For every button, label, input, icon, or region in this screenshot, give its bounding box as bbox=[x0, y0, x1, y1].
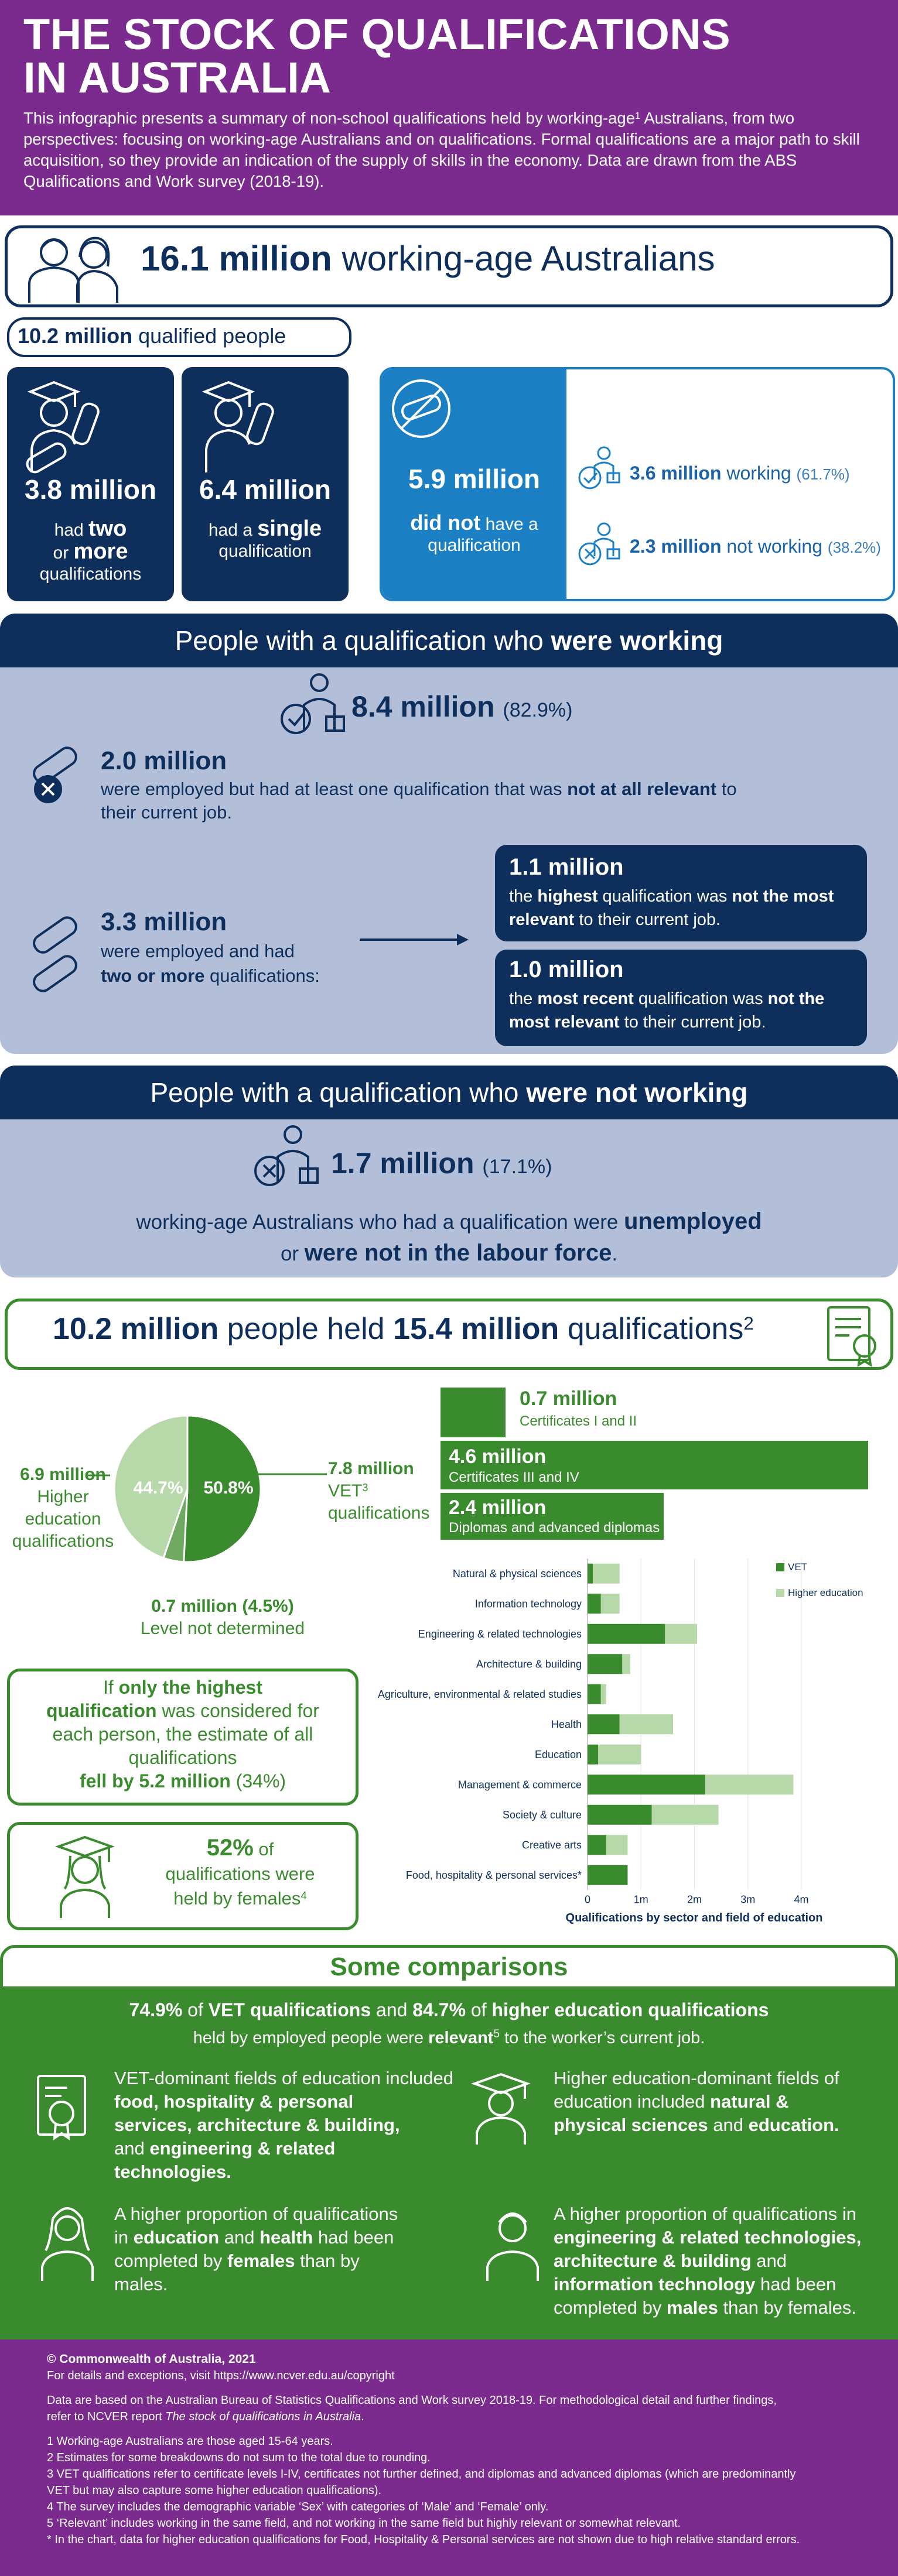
working-section-heading bbox=[0, 614, 898, 667]
c3-a: A higher proportion of qualifications bbox=[114, 2204, 398, 2224]
pie-left-label bbox=[12, 1464, 114, 1553]
no-qual-label bbox=[382, 512, 566, 556]
hb-b: only the highest bbox=[118, 1677, 262, 1698]
ct-j: to the worker’s current job. bbox=[500, 2029, 705, 2047]
vet-level-1-value: 0.7 million bbox=[520, 1388, 617, 1410]
pie-left-value: 6.9 million bbox=[20, 1465, 106, 1484]
not-working-pct: (38.2%) bbox=[827, 539, 881, 556]
vet-level-2-value: 4.6 million bbox=[449, 1445, 547, 1468]
c4-d: and bbox=[751, 2250, 787, 2271]
chart-category-labels bbox=[378, 1568, 582, 1881]
footnote-3 bbox=[47, 2466, 851, 2499]
pie-bottom-text: Level not determined bbox=[140, 1619, 305, 1638]
fn3-a: 3 VET qualifications refer to certificate levels I-IV, certificates not further defined, and diplomas and advanced diplomas (which are predominantly bbox=[47, 2468, 796, 2481]
fd-d: . bbox=[361, 2410, 364, 2423]
qualified-people-text bbox=[18, 324, 286, 348]
chart-bar-higher-education bbox=[606, 1835, 628, 1855]
chart-bar-vet bbox=[588, 1564, 593, 1584]
he-graduate-icon bbox=[469, 2070, 533, 2146]
pie-right-sup: 3 bbox=[362, 1482, 368, 1493]
footer-data bbox=[47, 2392, 851, 2425]
vet-level-1-label: Certificates I and II bbox=[520, 1413, 637, 1429]
b1-b: to bbox=[716, 779, 737, 799]
chart-bar-vet bbox=[588, 1835, 606, 1855]
chart-category-label: Health bbox=[551, 1718, 582, 1731]
working-value: 3.6 million bbox=[630, 463, 722, 484]
not-working-text bbox=[0, 1206, 898, 1269]
not-working-value: 2.3 million bbox=[630, 536, 722, 557]
not-working-total bbox=[331, 1146, 552, 1180]
box2-f: to their current job. bbox=[619, 1013, 766, 1032]
no-diploma-icon bbox=[389, 376, 453, 441]
nw-d: were not in the labour force bbox=[304, 1240, 612, 1266]
recent-not-relevant-box bbox=[495, 950, 867, 1046]
card-single-bold1: single bbox=[257, 516, 322, 541]
comparison-male bbox=[554, 2202, 893, 2320]
b1-a: were employed but had at least one qualification that was bbox=[101, 779, 568, 799]
no-qual-value: 5.9 million bbox=[408, 464, 540, 494]
b1-value: 2.0 million bbox=[101, 746, 227, 775]
people-icon bbox=[23, 231, 123, 304]
hb-g: fell by 5.2 million bbox=[79, 1770, 231, 1791]
chart-bar-higher-education bbox=[652, 1805, 719, 1825]
chart-bar-vet bbox=[588, 1805, 652, 1825]
chart-bar-higher-education bbox=[601, 1594, 620, 1614]
chart-category-label: Creative arts bbox=[521, 1839, 582, 1851]
pie-left-l2: education bbox=[25, 1509, 101, 1529]
nw-total-pct: (17.1%) bbox=[482, 1156, 552, 1178]
card-two-bold1: two bbox=[88, 516, 127, 541]
chart-bar-vet bbox=[588, 1624, 665, 1644]
chart-category-label: Management & commerce bbox=[457, 1779, 582, 1791]
working-label: working bbox=[721, 463, 797, 484]
intro-text bbox=[23, 108, 875, 192]
footnote-1: 1 Working-age Australians are those aged 15-64 years. bbox=[47, 2435, 333, 2448]
nw-b: unemployed bbox=[624, 1208, 762, 1234]
working-total bbox=[351, 690, 572, 724]
c4-a: A higher proportion of qualifications in bbox=[554, 2204, 856, 2224]
c2-f: education. bbox=[748, 2115, 839, 2135]
c2-a: Higher education-dominant fields of bbox=[554, 2068, 839, 2088]
chart-bar-higher-education bbox=[601, 1684, 606, 1704]
card-two-value: 3.8 million bbox=[25, 474, 156, 505]
b1-c: their current job. bbox=[101, 802, 232, 823]
c2-d: physical sciences bbox=[554, 2115, 708, 2135]
b2-text bbox=[101, 939, 320, 988]
female-text bbox=[146, 1835, 334, 1911]
pie-bottom-value: 0.7 million (4.5%) bbox=[151, 1597, 294, 1616]
footnote-5: 5 ‘Relevant’ includes working in the same field, and not working in the same field but highly relevant or somewhat relevant. bbox=[47, 2517, 681, 2530]
title-line-2: IN AUSTRALIA bbox=[23, 53, 332, 102]
b1-text bbox=[101, 777, 862, 824]
pie-left-l3: qualifications bbox=[12, 1532, 114, 1551]
graduate-diploma-icon bbox=[19, 374, 107, 474]
work-head-b: were working bbox=[551, 625, 723, 656]
highest-only-text bbox=[7, 1676, 358, 1793]
b2-bold: two or more bbox=[101, 965, 205, 986]
worker-check-icon bbox=[278, 672, 349, 737]
nw-head-a: People with a qualification who bbox=[150, 1077, 527, 1108]
c3-h: females bbox=[227, 2250, 295, 2271]
not-working-icon bbox=[577, 521, 624, 568]
certificate-icon bbox=[820, 1303, 885, 1367]
c2-b: education included bbox=[554, 2091, 711, 2112]
box2-e: most relevant bbox=[509, 1013, 620, 1032]
hb-a: If bbox=[103, 1677, 119, 1698]
chart-category-label: Natural & physical sciences bbox=[452, 1567, 582, 1580]
chart-bar-higher-education bbox=[705, 1775, 794, 1794]
no-qual-rest: have a bbox=[480, 515, 538, 534]
chart-bar-higher-education bbox=[620, 1714, 673, 1734]
box1-value: 1.1 million bbox=[509, 854, 624, 880]
work-head-a: People with a qualification who bbox=[175, 625, 551, 656]
nw-c: or bbox=[280, 1242, 305, 1265]
c3-c: education bbox=[133, 2227, 220, 2248]
c2-c: natural & bbox=[710, 2091, 789, 2112]
footer bbox=[0, 2339, 898, 2576]
chart-category-label: Information technology bbox=[474, 1598, 582, 1610]
c4-h: males bbox=[667, 2297, 718, 2318]
chart-bar-higher-education bbox=[593, 1564, 620, 1584]
comparisons-heading: Some comparisons bbox=[0, 1945, 898, 1989]
c4-f: had been bbox=[755, 2274, 836, 2294]
chart-category-label: Food, hospitality & personal services* bbox=[405, 1869, 582, 1881]
female-icon bbox=[35, 2201, 100, 2283]
qualification-pie-chart bbox=[105, 1379, 269, 1598]
vet-level-2-label: Certificates III and IV bbox=[449, 1469, 579, 1485]
box2-d: not the bbox=[767, 989, 825, 1008]
not-working-row bbox=[630, 536, 881, 557]
footer-copyright: © Commonwealth of Australia, 2021 bbox=[47, 2352, 256, 2366]
footer-details: For details and exceptions, visit https://www.ncver.edu.au/copyright bbox=[47, 2369, 395, 2382]
chart-bar-vet bbox=[588, 1684, 601, 1704]
c3-f: had been bbox=[313, 2227, 394, 2248]
pie-right-leader bbox=[258, 1468, 328, 1480]
chart-tick-label: 3m bbox=[740, 1893, 756, 1906]
no-qual-l2: qualification bbox=[428, 536, 521, 555]
highest-not-relevant-box bbox=[495, 845, 867, 941]
female-pct: 52% bbox=[206, 1835, 254, 1861]
c2-e: and bbox=[708, 2115, 749, 2135]
chart-category-label: Agriculture, environmental & related studies bbox=[377, 1688, 582, 1700]
hb-h: (34%) bbox=[230, 1770, 286, 1791]
pie-right-l2: qualifications bbox=[328, 1503, 430, 1523]
card-single-value: 6.4 million bbox=[199, 474, 331, 505]
vet-level-bars bbox=[441, 1388, 868, 1540]
title-line-1: THE STOCK OF QUALIFICATIONS bbox=[23, 10, 731, 59]
hb-f: qualifications bbox=[128, 1747, 237, 1768]
vet-level-3-label: Diplomas and advanced diplomas bbox=[449, 1520, 660, 1536]
chart-category-label: Architecture & building bbox=[476, 1658, 582, 1670]
q-c: 15.4 million bbox=[393, 1312, 559, 1346]
legend-label: VET bbox=[788, 1561, 808, 1573]
box1-e: relevant bbox=[509, 910, 575, 929]
box2-b: most recent bbox=[537, 989, 634, 1008]
pie-bottom-label bbox=[105, 1595, 340, 1640]
box1-text bbox=[509, 885, 861, 931]
chart-bar-vet bbox=[588, 1745, 598, 1765]
c1-a: VET-dominant fields of education included bbox=[114, 2068, 454, 2088]
footnote-2: 2 Estimates for some breakdowns do not sum to the total due to rounding. bbox=[47, 2451, 431, 2464]
chart-bar-higher-education bbox=[665, 1624, 697, 1644]
no-qualification-panel bbox=[382, 369, 566, 599]
chart-tick-label: 0 bbox=[584, 1893, 591, 1906]
irrelevant-diploma-icon bbox=[23, 744, 88, 808]
arrow-right-icon bbox=[357, 931, 474, 948]
c1-f: technologies. bbox=[114, 2161, 231, 2182]
box1-b: highest bbox=[537, 887, 598, 906]
c1-b: food, hospitality & personal bbox=[114, 2091, 354, 2112]
working-total-value: 8.4 million bbox=[351, 690, 495, 723]
ct-c: VET qualifications bbox=[208, 1999, 371, 2020]
intro-a: This infographic presents a summary of non-school qualifications held by working-age bbox=[23, 109, 636, 127]
c3-d: and bbox=[219, 2227, 260, 2248]
graduate-scroll-icon bbox=[193, 374, 281, 474]
pie-right-value: 7.8 million bbox=[328, 1459, 414, 1478]
chart-x-axis-label: Qualifications by sector and field of education bbox=[565, 1912, 823, 1924]
intro-sup: 1 bbox=[635, 110, 641, 121]
ct-h: held by employed people were bbox=[193, 2029, 429, 2047]
worker-x-icon bbox=[252, 1124, 322, 1188]
c4-b: engineering & related technologies, bbox=[554, 2227, 862, 2248]
two-diplomas-icon bbox=[23, 913, 88, 1001]
c1-d: and bbox=[114, 2138, 150, 2159]
female-b: qualifications were bbox=[165, 1864, 315, 1884]
chart-tick-labels bbox=[585, 1894, 809, 1906]
c4-g: completed by bbox=[554, 2297, 667, 2318]
vet-certificate-icon bbox=[32, 2073, 97, 2143]
b2-b: qualifications: bbox=[204, 965, 320, 986]
not-working-section-heading bbox=[0, 1066, 898, 1119]
chart-bar-vet bbox=[588, 1775, 705, 1794]
c4-c: architecture & building bbox=[554, 2250, 752, 2271]
box2-c: qualification was bbox=[633, 989, 768, 1008]
working-pct: (61.7%) bbox=[796, 465, 850, 483]
c3-g: completed by bbox=[114, 2250, 227, 2271]
page-title bbox=[23, 10, 875, 102]
chart-bar-vet bbox=[588, 1865, 627, 1885]
chart-bar-vet bbox=[588, 1654, 622, 1674]
qualified-value: 10.2 million bbox=[18, 324, 133, 348]
c3-j: males. bbox=[114, 2274, 168, 2294]
c1-c: services, architecture & building, bbox=[114, 2115, 400, 2135]
qualifications-text bbox=[53, 1311, 754, 1347]
legend-swatch bbox=[776, 1589, 784, 1597]
vet-bar-cert-1-2 bbox=[441, 1388, 506, 1437]
c4-e: information technology bbox=[554, 2274, 756, 2294]
b2-value: 3.3 million bbox=[101, 907, 227, 936]
card-two-l3: qualifications bbox=[39, 564, 142, 584]
chart-bars bbox=[588, 1564, 793, 1885]
pie-right-pct: 50.8% bbox=[203, 1478, 254, 1498]
vet-level-3-value: 2.4 million bbox=[449, 1496, 547, 1519]
q-sup: 2 bbox=[743, 1313, 754, 1334]
box2-a: the bbox=[509, 989, 538, 1008]
fn3-b: VET but may also capture some higher education qualifications). bbox=[47, 2484, 382, 2497]
box1-f: to their current job. bbox=[574, 910, 721, 929]
comparison-female bbox=[114, 2202, 442, 2296]
chart-category-label: Education bbox=[534, 1748, 582, 1760]
card-two-l1: had bbox=[54, 520, 88, 540]
footnote-4: 4 The survey includes the demographic variable ‘Sex’ with categories of ‘Male’ and ‘Female’ only. bbox=[47, 2500, 549, 2513]
card-single-l2: qualification bbox=[218, 542, 312, 561]
female-graduate-icon bbox=[53, 1832, 117, 1920]
intro-b: Australians, from two perspectives: focusing on working-age Australians and on qualifications. Formal qualifications are a major path to skill acquisition, so they provide an indication of the supply of skills in the economy. Data are drawn from the ABS Qualifications and Work survey (2018-19). bbox=[23, 109, 860, 190]
legend-label: Higher education bbox=[788, 1587, 863, 1598]
q-d: qualifications bbox=[559, 1312, 744, 1346]
nw-total-value: 1.7 million bbox=[331, 1147, 474, 1180]
chart-category-label: Engineering & related technologies bbox=[418, 1628, 582, 1640]
working-check-icon bbox=[577, 445, 624, 492]
no-qual-bold: did not bbox=[410, 511, 481, 535]
female-c: held by females bbox=[173, 1888, 301, 1909]
nw-a: working-age Australians who had a qualification were bbox=[136, 1211, 624, 1234]
c3-i: than by bbox=[295, 2250, 360, 2271]
chart-bar-higher-education bbox=[598, 1745, 641, 1765]
working-row bbox=[630, 463, 850, 484]
card-two-l2a: or bbox=[53, 543, 74, 563]
c1-e: engineering & related bbox=[149, 2138, 336, 2159]
pie-left-pct: 44.7% bbox=[133, 1478, 183, 1498]
c4-i: than by females. bbox=[718, 2297, 856, 2318]
chart-tick-label: 2m bbox=[687, 1893, 702, 1906]
fd-c: The stock of qualifications in Australia bbox=[165, 2410, 361, 2423]
working-total-pct: (82.9%) bbox=[503, 699, 573, 721]
card-single-label bbox=[182, 518, 349, 562]
card-single bbox=[182, 367, 349, 601]
c3-b: in bbox=[114, 2227, 134, 2248]
box1-a: the bbox=[509, 887, 538, 906]
footnote-6: * In the chart, data for higher education qualifications for Food, Hospitality & Personal services are not shown due to high relative standard errors. bbox=[47, 2533, 800, 2546]
b1-bold: not at all relevant bbox=[567, 779, 717, 799]
working-age-value: 16.1 million bbox=[141, 239, 332, 278]
pie-right-label bbox=[328, 1458, 428, 1525]
qualified-label: qualified people bbox=[132, 324, 286, 348]
hb-c: qualification bbox=[46, 1700, 157, 1721]
q-a: 10.2 million bbox=[53, 1312, 219, 1346]
nw-e: . bbox=[612, 1242, 618, 1265]
not-working-label: not working bbox=[721, 536, 828, 557]
card-single-l1: had a bbox=[208, 520, 258, 540]
fd-a: Data are based on the Australian Bureau of Statistics Qualifications and Work survey 2018-19. For methodological detail and further findings, bbox=[47, 2394, 777, 2407]
working-age-label: working-age Australians bbox=[332, 239, 715, 278]
box1-c: qualification was bbox=[597, 887, 732, 906]
ct-d: and bbox=[371, 1999, 413, 2020]
ct-f: of bbox=[466, 1999, 492, 2020]
b2-a: were employed and had bbox=[101, 941, 295, 961]
chart-tick-label: 4m bbox=[794, 1893, 809, 1906]
ct-e: 84.7% bbox=[412, 1999, 466, 2020]
working-age-text bbox=[141, 238, 715, 279]
chart-category-label: Society & culture bbox=[502, 1808, 582, 1821]
hb-d: was considered for bbox=[156, 1700, 319, 1721]
card-two-bold2: more bbox=[73, 539, 128, 564]
chart-legend bbox=[776, 1561, 863, 1598]
box2-text bbox=[509, 987, 861, 1034]
header bbox=[0, 0, 898, 215]
card-two-label bbox=[7, 518, 174, 585]
legend-swatch bbox=[776, 1563, 784, 1571]
box1-d: not the most bbox=[732, 887, 834, 906]
pie-right-l1: VET bbox=[328, 1481, 363, 1501]
female-a: of bbox=[253, 1839, 274, 1859]
ct-a: 74.9% bbox=[129, 1999, 183, 2020]
comparison-vet-dominant bbox=[114, 2067, 454, 2184]
chart-bar-vet bbox=[588, 1714, 620, 1734]
comparison-he-dominant bbox=[554, 2067, 882, 2137]
fd-b: refer to NCVER report bbox=[47, 2410, 166, 2423]
card-two-or-more bbox=[7, 367, 174, 601]
field-of-education-chart bbox=[328, 1546, 890, 1932]
ct-g: higher education qualifications bbox=[491, 1999, 769, 2020]
chart-bar-vet bbox=[588, 1594, 601, 1614]
pie-left-l1: Higher bbox=[37, 1487, 89, 1506]
ct-i: relevant bbox=[428, 2029, 494, 2047]
comparisons-summary bbox=[0, 1996, 898, 2051]
c3-e: health bbox=[260, 2227, 313, 2248]
chart-tick-label: 1m bbox=[633, 1893, 648, 1906]
hb-e: each person, the estimate of all bbox=[52, 1724, 313, 1745]
q-b: people held bbox=[218, 1312, 394, 1346]
female-sup: 4 bbox=[301, 1889, 307, 1902]
chart-bar-higher-education bbox=[622, 1654, 630, 1674]
nw-head-b: were not working bbox=[526, 1077, 748, 1108]
male-icon bbox=[480, 2201, 545, 2283]
ct-b: of bbox=[182, 1999, 209, 2020]
ct-sup: 5 bbox=[493, 2028, 500, 2041]
box2-value: 1.0 million bbox=[509, 957, 624, 982]
